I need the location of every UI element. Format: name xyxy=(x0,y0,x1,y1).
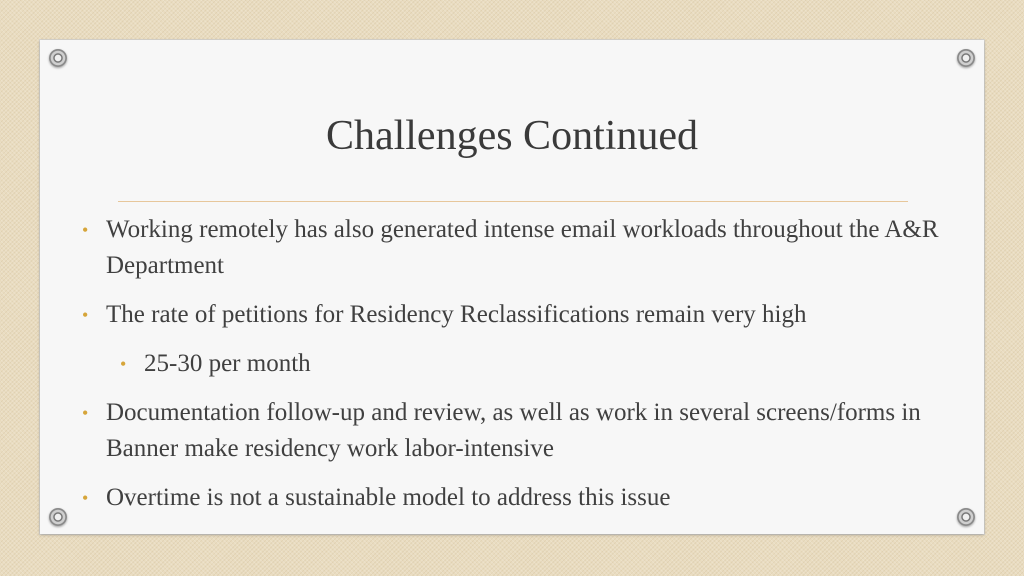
bullet-icon: • xyxy=(82,403,89,423)
bullet-list xyxy=(80,212,960,516)
bullet-item xyxy=(80,212,960,284)
bullet-text: Working remotely has also generated intense email workloads throughout the A&R Department xyxy=(106,216,939,279)
bullet-item xyxy=(80,297,960,333)
bullet-icon: • xyxy=(82,488,89,508)
bullet-icon: • xyxy=(82,305,89,325)
thumbtack-icon xyxy=(49,508,67,526)
bullet-text: The rate of petitions for Residency Reclassifications remain very high xyxy=(106,301,807,328)
thumbtack-icon xyxy=(49,49,67,67)
bullet-item xyxy=(80,480,960,516)
bullet-text: 25-30 per month xyxy=(144,350,311,377)
bullet-text: Documentation follow-up and review, as well as work in several screens/forms in Banner make residency work labor-intensive xyxy=(106,399,921,462)
bullet-text: Overtime is not a sustainable model to address this issue xyxy=(106,484,671,511)
bullet-icon: • xyxy=(120,354,127,374)
slide-card xyxy=(40,40,984,534)
sub-bullet-item xyxy=(118,346,960,382)
slide-title: Challenges Continued xyxy=(325,113,699,159)
bullet-item xyxy=(80,395,960,467)
title-divider xyxy=(118,201,908,202)
bullet-icon: • xyxy=(82,220,89,240)
thumbtack-icon xyxy=(957,49,975,67)
